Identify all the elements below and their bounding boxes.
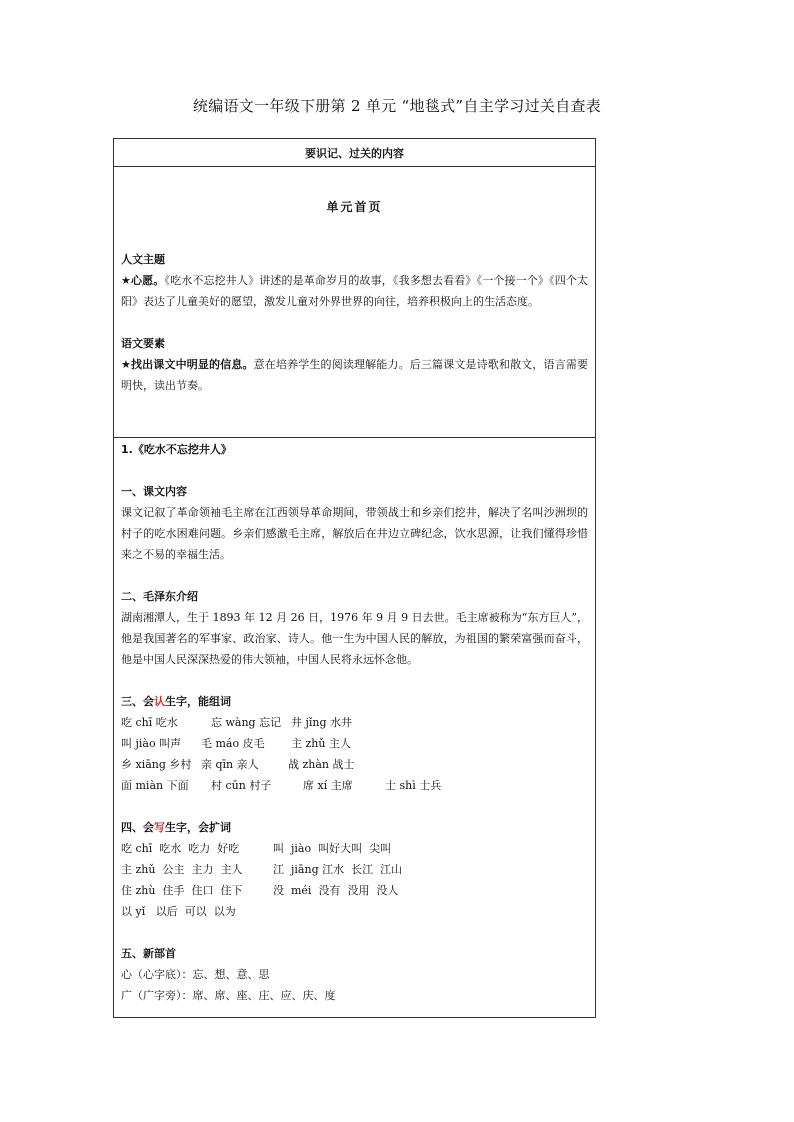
mao-text: 湖南湘潭人，生于 1893 年 12 月 26 日，1976 年 9 月 9 日去世。毛主席被称为“东方巨人”，他是我国著名的军事家、政治家、诗人。他一生为中国人民的解放，为祖国的繁荣富强而奋斗，他是中国人民深深热爱的伟大领袖，中国人民将永远怀念他。: [121, 611, 588, 666]
list-item: 广（广字旁）：席、席、座、庄、应、庆、度: [121, 989, 336, 1002]
list-item: [121, 712, 588, 733]
recognize-heading-a: 三、会: [121, 695, 154, 708]
theme-bold: ★心愿。: [121, 274, 165, 287]
theme-heading: 人文主题: [121, 253, 165, 266]
unit-home-heading: 单元首页: [326, 200, 383, 214]
char-entry: 江 jiāng 江水 长江 江山: [273, 863, 403, 876]
document-title: 统编语文一年级下册第 2 单元 “地毯式”自主学习过关自查表: [192, 97, 602, 115]
mao-heading: 二、毛泽东介绍: [121, 590, 198, 603]
char-entry: 毛 máo 皮毛: [201, 737, 265, 750]
char-entry: 忘 wàng 忘记: [211, 716, 282, 729]
write-list: [121, 838, 588, 922]
char-entry: 主 zhǔ 公主 主力 主人: [121, 863, 243, 876]
char-entry: 住 zhù 住手 住口 住下: [121, 884, 243, 897]
char-entry: 战 zhàn 战士: [288, 758, 355, 771]
char-entry: 主 zhǔ 主人: [291, 737, 351, 750]
element-bold: ★找出课文中明显的信息。: [121, 358, 254, 371]
recognize-heading: [121, 691, 588, 712]
write-heading-a: 四、会: [121, 821, 154, 834]
char-entry: 亲 qīn 亲人: [201, 758, 259, 771]
lesson-title: 1.《吃水不忘挖井人》: [121, 443, 232, 456]
write-heading-red: 写: [154, 821, 165, 834]
char-entry: 吃 chī 吃水 吃力 好吃: [121, 842, 240, 855]
lesson-section: [114, 438, 595, 1006]
radical-list: [121, 964, 588, 1006]
char-entry: 叫 jiào 叫声: [121, 737, 182, 750]
char-entry: 没 méi 没有 没用 没人: [273, 884, 399, 897]
radical-heading: 五、新部首: [121, 947, 176, 960]
theme-paragraph: [121, 270, 588, 312]
element-text: 意在培养学生的阅读理解能力。后三篇课文是诗歌和散文，语言需要明快，读出节奏。: [121, 358, 588, 392]
char-entry: 以 yǐ 以后 可以 以为: [121, 905, 236, 918]
write-heading-b: 生字，会扩词: [165, 821, 231, 834]
recognize-heading-red: 认: [154, 695, 165, 708]
recognize-list: [121, 712, 588, 796]
char-entry: 乡 xiāng 乡村: [121, 758, 192, 771]
table-header: 要识记、过关的内容: [114, 139, 595, 167]
unit-home-section: [114, 167, 595, 438]
list-item: [121, 859, 588, 880]
char-entry: 叫 jiào 叫好大叫 尖叫: [273, 842, 392, 855]
theme-text: 《吃水不忘挖井人》讲述的是革命岁月的故事，《我多想去看看》《一个接一个》《四个太阳》表达了儿童美好的愿望，激发儿童对外界世界的向往，培养积极向上的生活态度。: [121, 274, 588, 308]
recognize-heading-b: 生字，能组词: [165, 695, 231, 708]
char-entry: 席 xí 主席: [303, 779, 353, 792]
char-entry: 面 miàn 下面: [121, 779, 189, 792]
list-item: [121, 754, 588, 775]
element-heading: 语文要素: [121, 337, 165, 350]
self-check-table: [113, 138, 596, 1018]
list-item: 心（心字底）：忘、想、意、思: [121, 968, 270, 981]
element-paragraph: [121, 354, 588, 396]
char-entry: 井 jǐng 水井: [291, 716, 353, 729]
list-item: [121, 880, 588, 901]
content-text: 课文记叙了革命领袖毛主席在江西领导革命期间，带领战士和乡亲们挖井，解决了名叫沙洲坝的村子的吃水困难问题。乡亲们感激毛主席，解放后在井边立碑纪念，饮水思源，让我们懂得珍惜来之不易的幸福生活。: [121, 506, 588, 561]
list-item: [121, 775, 588, 796]
list-item: [121, 838, 588, 859]
char-entry: 吃 chī 吃水: [121, 716, 178, 729]
content-heading: 一、课文内容: [121, 485, 187, 498]
list-item: [121, 733, 588, 754]
char-entry: 村 cūn 村子: [211, 779, 272, 792]
list-item: [121, 901, 588, 922]
char-entry: 士 shì 士兵: [385, 779, 442, 792]
write-heading: [121, 817, 588, 838]
